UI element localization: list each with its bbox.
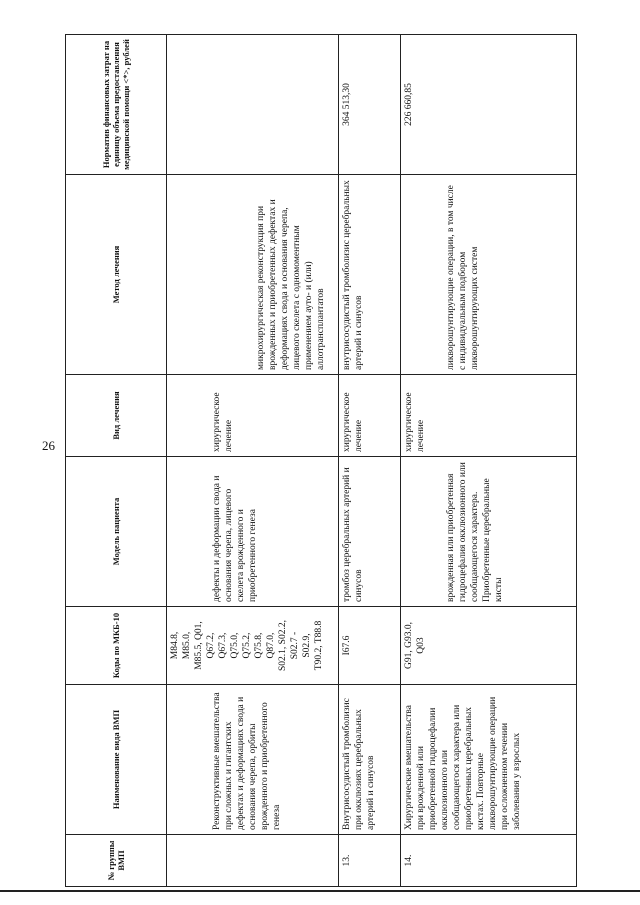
cost-value: 226 660,85 [404,83,414,126]
icd-code: Q75.0, [230,632,240,659]
icd-code: S02.9, [302,633,312,658]
table-row [401,35,577,887]
row-group-number: 13. [339,835,401,887]
icd-code: Q75.2, [242,632,252,659]
header-patient-model: Модель пациента [66,457,167,607]
table-row [167,35,339,887]
row-treatment-type: хирургическое лечение [401,375,577,457]
row-cost-norm [339,35,401,175]
row-patient-model: врожденная или приобретенная гидроцефалия окклюзионного или сообщающегося характера. Приобретенные церебральные кисты [401,457,577,607]
table-row [339,35,401,887]
icd-code: M84.8, [170,631,180,660]
icd-code: Q75.8, [254,632,264,659]
icd-code: Q67.2, [206,632,216,659]
row-patient-model: дефекты и деформации свода и основания черепа, лицевого скелета врожденного и приобретенного генеза [167,457,339,607]
cost-value: 364 513,30 [342,83,352,126]
row-vmp-name: Хирургические вмешательства при врожденной или приобретенной гидроцефалии окклюзионного или сообщающегося характера или приобретенных церебральных кистах. Повторные ликворошунтирующие операции при осложненном течении заболевания у взрослых [401,685,577,835]
row-patient-model: тромбоз церебральных артерий и синусов [339,457,401,607]
header-group-number: № группы ВМП [66,835,167,887]
footer-rule [0,890,640,892]
icd-code: M85.0, [182,631,192,660]
vmp-table [65,34,577,887]
row-icd-codes [401,607,577,685]
row-group-number [167,835,339,887]
row-icd-codes [339,607,401,685]
row-treatment-type: хирургическое лечение [167,375,339,457]
row-treatment-method: микрохирургическая реконструкция при врожденных и приобретенных дефектах и деформациях свода и основания черепа, лицевого скелета с одномоментным применением ауто- и (или) аллотрансплантатов [167,175,339,375]
row-vmp-name: Внутрисосудистый тромболизис при окклюзиях церебральных артерий и синусов [339,685,401,835]
row-cost-norm [401,35,577,175]
icd-code: Q03 [416,637,426,654]
row-treatment-method: внутрисосудистый тромболизис церебральных артерий и синусов [339,175,401,375]
row-vmp-name: Реконструктивные вмешательства при сложных и гигантских дефектах и деформациях свода и основания черепа, орбиты врожденного и приобретенного генеза [167,685,339,835]
header-icd-codes: Коды по МКБ-10 [66,607,167,685]
row-cost-norm [167,35,339,175]
icd-code: T90.2, T88.8 [314,620,324,671]
icd-code: M85.5, Q01, [194,621,204,670]
header-treatment-type: Вид лечения [66,375,167,457]
row-treatment-method: ликворошунтирующие операции, в том числе с индивидуальным подбором ликворошунтирующих систем [401,175,577,375]
row-treatment-type: хирургическое лечение [339,375,401,457]
icd-code: S02.7 - [290,631,300,660]
icd-code: G91, G93.0, [404,622,414,669]
table-header-row [66,35,167,887]
icd-code: S02.1, S02.2, [278,620,288,671]
icd-code: I67.6 [342,635,352,656]
row-icd-codes [167,607,339,685]
header-cost-norm: Норматив финансовых затрат на единицу объема предоставления медицинской помощи <*>, рублей [66,35,167,175]
header-treatment-method: Метод лечения [66,175,167,375]
icd-code: Q87.0, [266,632,276,659]
header-vmp-name: Наименование вида ВМП [66,685,167,835]
page-number: 26 [42,438,55,453]
icd-code: Q67.3, [218,632,228,659]
row-group-number: 14. [401,835,577,887]
